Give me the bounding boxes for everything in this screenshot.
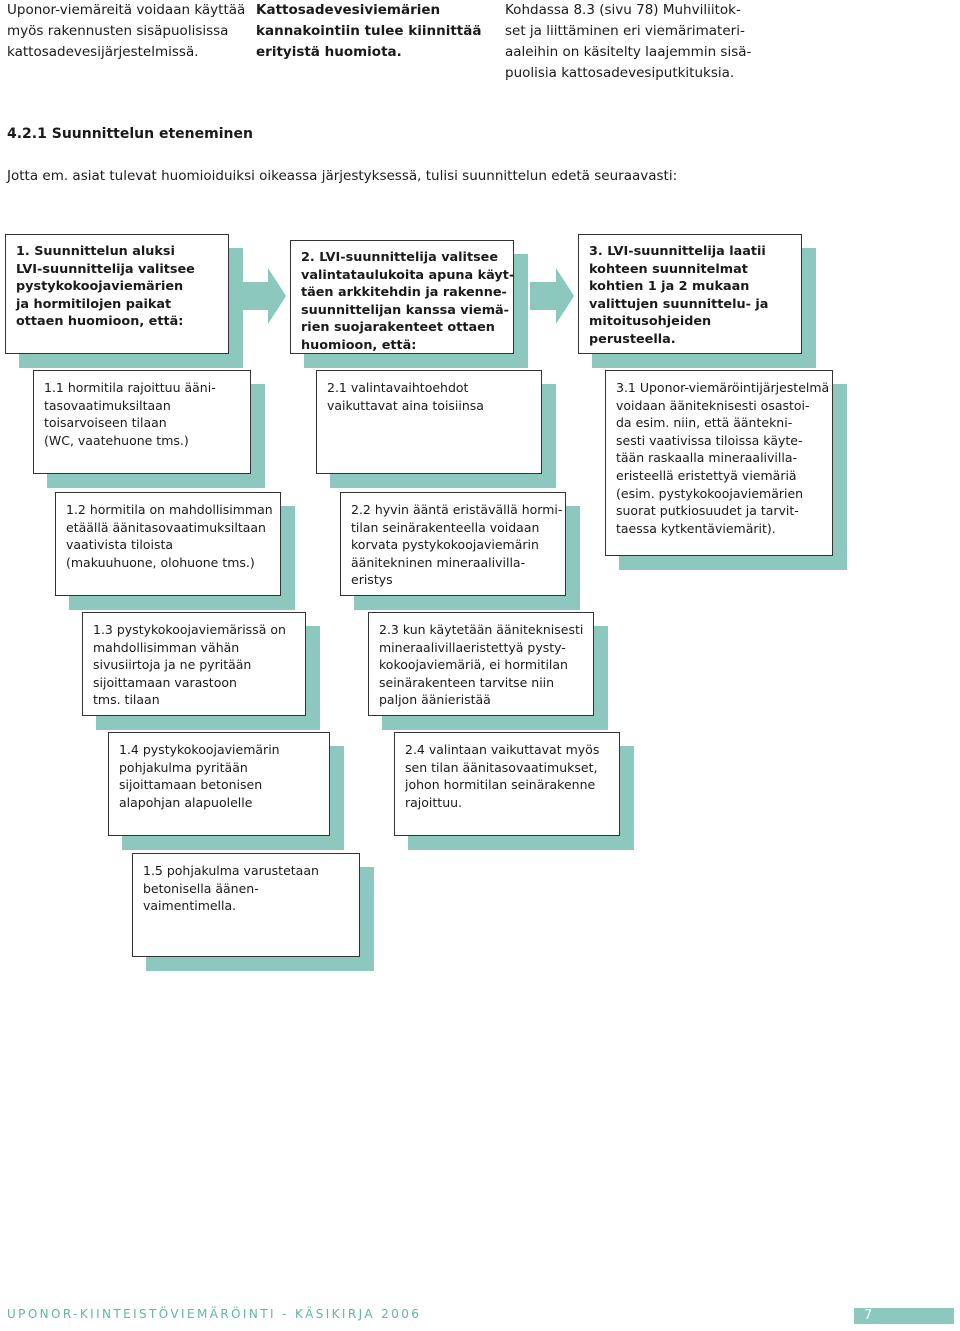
- step-3-box: [578, 234, 802, 354]
- text-line: 2.1 valintavaihtoehdot: [327, 380, 469, 395]
- footer-title: UPONOR-KIINTEISTÖVIEMÄRÖINTI - KÄSIKIRJA 2006: [7, 1307, 422, 1321]
- text-line: 1.2 hormitila on mahdollisimman: [66, 502, 273, 517]
- step-1-3-box: [82, 612, 306, 716]
- text-line: alapohjan alapuolelle: [119, 794, 253, 810]
- step-1-box: [5, 234, 229, 354]
- text-line: Kohdassa 8.3 (sivu 78) Muhviliitok-: [505, 2, 741, 18]
- intro-column-1: [7, 0, 246, 63]
- text-line: (WC, vaatehuone tms.): [44, 432, 189, 448]
- text-line: rien suojarakenteet ottaen: [301, 320, 495, 336]
- text-line: taessa kytkentäviemärit).: [616, 520, 776, 536]
- text-line: sivusiirtoja ja ne pyritään: [93, 657, 252, 673]
- text-line: puolisia kattosadevesiputkituksia.: [505, 65, 735, 81]
- text-line: 1.5 pohjakulma varustetaan: [143, 863, 319, 878]
- text-line: vaativista tiloista: [66, 537, 174, 553]
- text-line: aaleihin on käsitelty laajemmin sisä-: [505, 44, 752, 60]
- text-line: 3. LVI-suunnittelija laatii: [589, 244, 766, 259]
- text-line: myös rakennusten sisäpuolisissa: [7, 23, 229, 39]
- text-line: pohjakulma pyritään: [119, 759, 248, 775]
- text-line: ja hormitilojen paikat: [16, 296, 172, 312]
- text-line: korvata pystykokoojaviemärin: [351, 537, 539, 553]
- text-line: pystykokoojaviemärien: [16, 279, 184, 295]
- text-line: Uponor-viemäreitä voidaan käyttää: [7, 2, 246, 18]
- text-line: Kattosadevesiviemärien: [256, 2, 441, 18]
- text-line: tilan seinärakenteella voidaan: [351, 519, 540, 535]
- text-line: 2.3 kun käytetään ääniteknisesti: [379, 622, 584, 637]
- text-line: 3.1 Uponor-viemäröintijärjestelmä: [616, 380, 830, 395]
- step-1-1-box: [33, 370, 251, 474]
- text-line: tään raskaalla mineraalivilla-: [616, 450, 797, 466]
- text-line: kokoojaviemäriä, ei hormitilan: [379, 657, 568, 673]
- step-1-5-box: [132, 853, 360, 957]
- text-line: 1.3 pystykokoojaviemärissä on: [93, 622, 286, 637]
- text-line: (esim. pystykokoojaviemärien: [616, 485, 804, 501]
- text-line: paljon äänieristää: [379, 692, 491, 708]
- text-line: toisarvoiseen tilaan: [44, 415, 167, 431]
- step-2-box: [290, 240, 514, 354]
- text-line: 1. Suunnittelun aluksi: [16, 244, 175, 259]
- text-line: johon hormitilan seinärakenne: [405, 777, 596, 793]
- arrow-right-icon: [240, 266, 288, 326]
- text-line: 1.4 pystykokoojaviemärin: [119, 742, 280, 757]
- text-line: da esim. niin, että ääntekni-: [616, 415, 793, 431]
- step-3-1-box: [605, 370, 833, 556]
- text-line: 2.4 valintaan vaikuttavat myös: [405, 742, 600, 757]
- text-line: tms. tilaan: [93, 692, 160, 708]
- text-line: eristeellä eristettyä viemäriä: [616, 467, 797, 483]
- text-line: 2.2 hyvin ääntä eristävällä hormi-: [351, 502, 563, 517]
- page-number: 7: [854, 1308, 954, 1324]
- text-line: huomioon, että:: [301, 337, 417, 353]
- text-line: voidaan ääniteknisesti osastoi-: [616, 397, 810, 413]
- text-line: sijoittamaan varastoon: [93, 674, 237, 690]
- intro-column-3: [505, 0, 752, 84]
- text-line: valittujen suunnittelu- ja: [589, 296, 769, 312]
- text-line: betonisella äänen-: [143, 880, 259, 896]
- text-line: suorat putkiosuudet ja tarvit-: [616, 503, 799, 519]
- text-line: LVI-suunnittelija valitsee: [16, 261, 195, 277]
- text-line: erityistä huomiota.: [256, 44, 402, 60]
- section-title: 4.2.1 Suunnittelun eteneminen: [7, 126, 253, 142]
- text-line: valintataulukoita apuna käyt-: [301, 267, 515, 283]
- step-2-3-box: [368, 612, 594, 716]
- text-line: mitoitusohjeiden: [589, 314, 712, 330]
- text-line: eristys: [351, 572, 393, 588]
- text-line: sijoittamaan betonisen: [119, 777, 263, 793]
- text-line: sen tilan äänitasovaatimukset,: [405, 759, 598, 775]
- text-line: vaimentimella.: [143, 898, 237, 914]
- text-line: täen arkkitehdin ja rakenne-: [301, 285, 507, 301]
- text-line: mahdollisimman vähän: [93, 639, 240, 655]
- text-line: tasovaatimuksiltaan: [44, 397, 171, 413]
- text-line: vaikuttavat aina toisiinsa: [327, 397, 484, 413]
- text-line: perusteella.: [589, 331, 676, 347]
- text-line: 1.1 hormitila rajoittuu ääni-: [44, 380, 216, 395]
- step-1-4-box: [108, 732, 330, 836]
- intro-column-2: [256, 0, 481, 63]
- step-2-4-box: [394, 732, 620, 836]
- text-line: mineraalivillaeristettyä pysty-: [379, 639, 566, 655]
- text-line: ottaen huomioon, että:: [16, 314, 184, 330]
- arrow-right-icon: [528, 266, 576, 326]
- text-line: suunnittelijan kanssa viemä-: [301, 302, 509, 318]
- text-line: sesti vaativissa tiloissa käyte-: [616, 432, 803, 448]
- step-1-2-box: [55, 492, 281, 596]
- intro-sentence: Jotta em. asiat tulevat huomioiduiksi oikeassa järjestyksessä, tulisi suunnittelun edetä seuraavasti:: [7, 168, 678, 184]
- text-line: kannakointiin tulee kiinnittää: [256, 23, 482, 39]
- text-line: (makuuhuone, olohuone tms.): [66, 554, 255, 570]
- text-line: seinärakenteen tarvitse niin: [379, 674, 555, 690]
- text-line: 2. LVI-suunnittelija valitsee: [301, 250, 499, 265]
- step-2-1-box: [316, 370, 542, 474]
- step-2-2-box: [340, 492, 566, 596]
- text-line: rajoittuu.: [405, 794, 463, 810]
- text-line: etäällä äänitasovaatimuksiltaan: [66, 519, 266, 535]
- text-line: kattosadevesijärjestelmissä.: [7, 44, 199, 60]
- text-line: kohteen suunnitelmat: [589, 261, 748, 277]
- text-line: kohtien 1 ja 2 mukaan: [589, 279, 750, 295]
- text-line: äänitekninen mineraalivilla-: [351, 554, 526, 570]
- text-line: set ja liittäminen eri viemärimateri-: [505, 23, 745, 39]
